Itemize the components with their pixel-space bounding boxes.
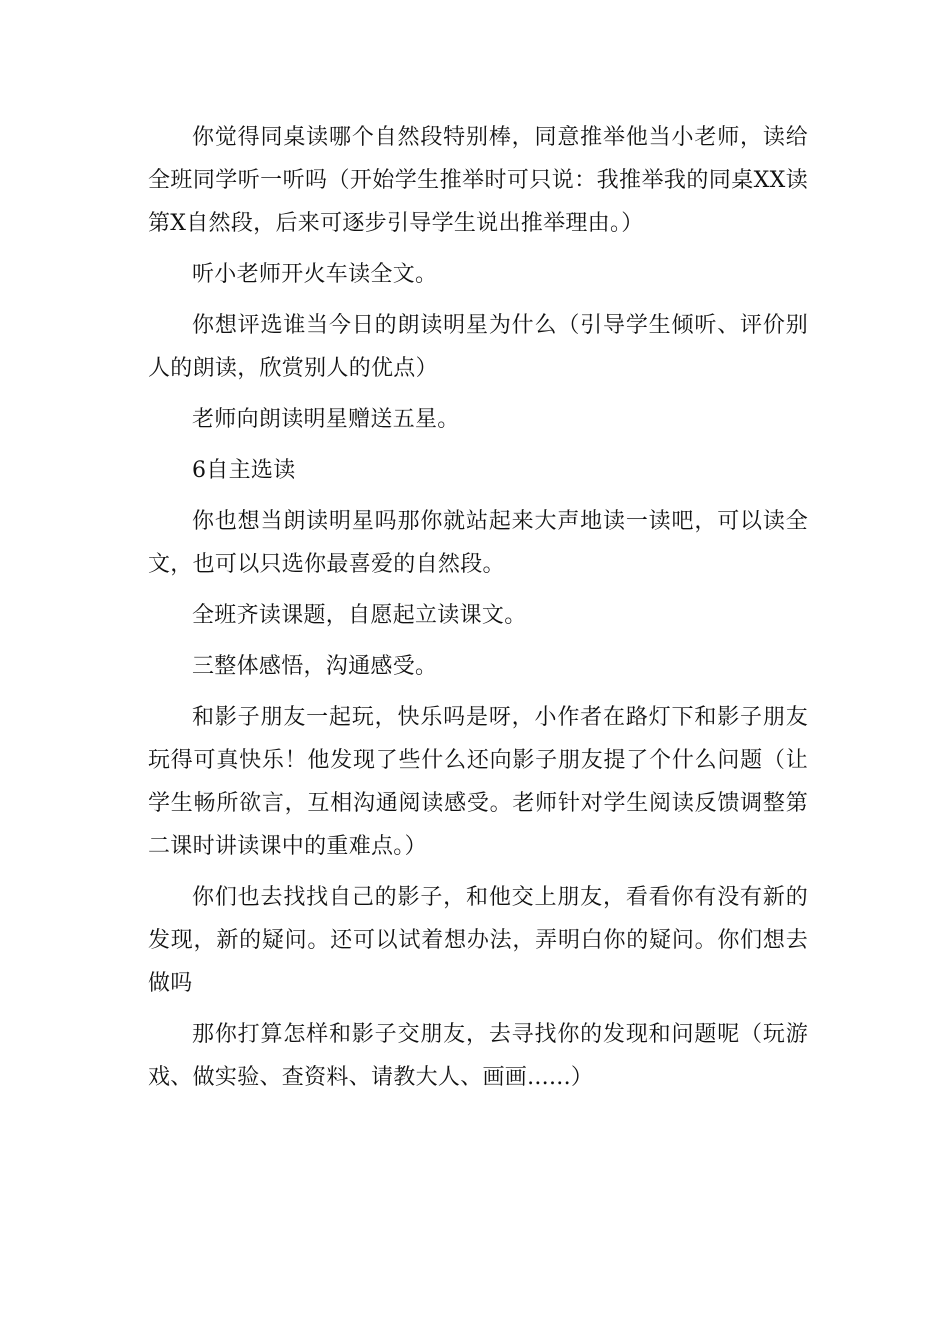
- paragraph-find-shadow: 你们也去找找自己的影子，和他交上朋友，看看你有没有新的发现，新的疑问。还可以试着想办法，弄明白你的疑问。你们想去做吗: [148, 885, 808, 996]
- paragraph-five-stars: 老师向朗读明星赠送五星。: [192, 407, 460, 432]
- paragraph-heading-overall: 三整体感悟，沟通感受。: [192, 654, 438, 679]
- paragraph-heading-self-reading: 6自主选读: [192, 458, 296, 483]
- paragraph-class-reading: 全班齐读课题，自愿起立读课文。: [192, 603, 527, 628]
- paragraph-plan: 那你打算怎样和影子交朋友，去寻找你的发现和问题呢（玩游戏、做实验、查资料、请教大人、画画......）: [148, 1022, 808, 1090]
- paragraph-train-reading: 听小老师开火车读全文。: [192, 262, 438, 287]
- paragraph-stand-and-read: 你也想当朗读明星吗那你就站起来大声地读一读吧，可以读全文，也可以只选你最喜爱的自然段。: [148, 509, 808, 577]
- paragraph-recommend-classmate: 你觉得同桌读哪个自然段特别棒，同意推举他当小老师，读给全班同学听一听吗（开始学生推举时可只说：我推举我的同桌XX读第X自然段，后来可逐步引导学生说出推举理由。）: [148, 125, 808, 236]
- paragraph-reading-star: 你想评选谁当今日的朗读明星为什么（引导学生倾听、评价别人的朗读，欣赏别人的优点）: [148, 313, 808, 381]
- paragraph-shadow-friend: 和影子朋友一起玩，快乐吗是呀，小作者在路灯下和影子朋友玩得可真快乐！他发现了些什么还向影子朋友提了个什么问题（让学生畅所欲言，互相沟通阅读感受。老师针对学生阅读反馈调整第二课时讲读课中的重难点。）: [148, 705, 808, 859]
- document-body: [148, 116, 808, 1107]
